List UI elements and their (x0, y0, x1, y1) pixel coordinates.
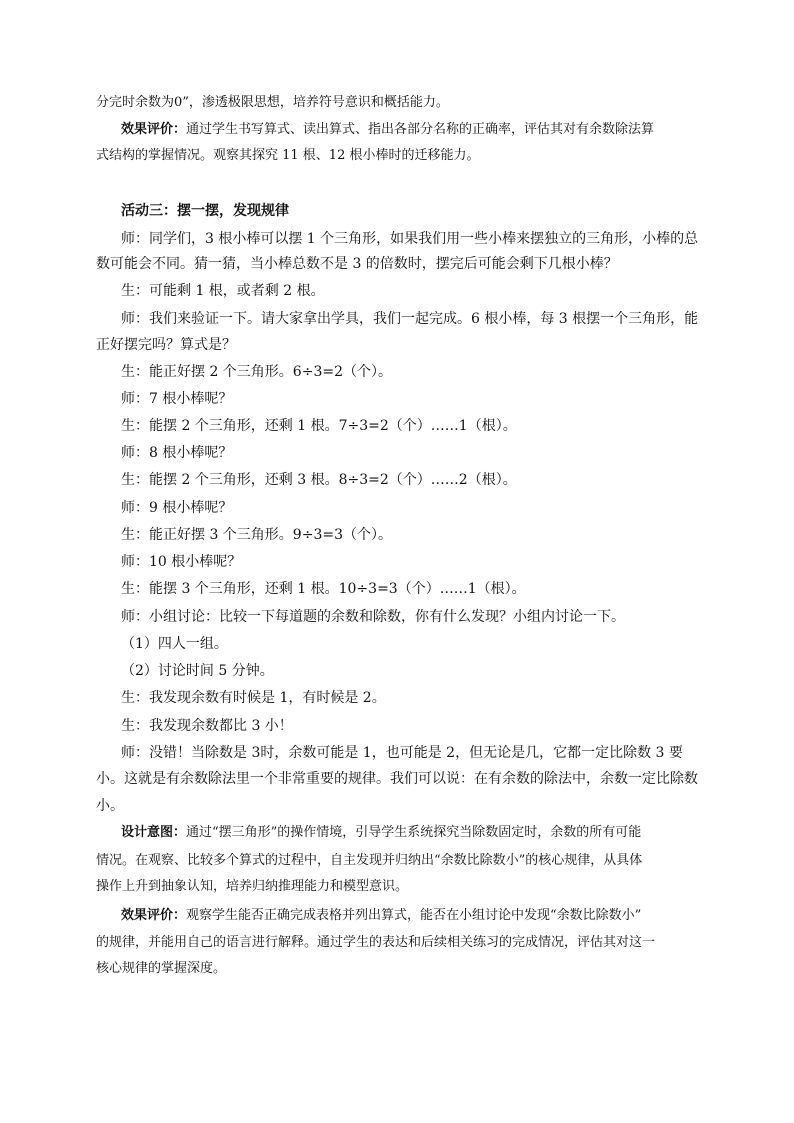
evaluation-text: 观察学生能否正确完成表格并列出算式，能否在小组讨论中发现“余数比除数小” (186, 908, 642, 923)
dialogue-line: 师：7 根小棒呢？ (121, 391, 233, 407)
dialogue-line: 师：没错！当除数是 3时，余数可能是 1，也可能是 2，但无论是几，它都一定比除数 3 要 (121, 745, 683, 761)
dialogue-line: 师：同学们，3 根小棒可以摆 1 个三角形，如果我们用一些小棒来摆独立的三角形，小棒的总 (121, 231, 699, 247)
dialogue-line: 小。 (96, 798, 124, 814)
evaluation-text-line: 式结构的掌握情况。观察其探究 11 根、12 根小棒时的迁移能力。 (96, 148, 480, 163)
evaluation-label: 效果评价： (121, 122, 187, 137)
dialogue-line: 数可能会不同。猜一猜，当小棒总数不是 3 的倍数时，摆完后可能会剩下几根小棒？ (96, 256, 618, 272)
dialogue-line: （2）讨论时间 5 分钟。 (121, 663, 274, 679)
design-text-line: 操作上升到抽象认知，培养归纳推理能力和模型意识。 (96, 879, 409, 894)
design-text-line: 情况。在观察、比较多个算式的过程中，自主发现并归纳出“余数比除数小”的核心规律，从具体 (96, 853, 643, 868)
dialogue-line: 生：能摆 3 个三角形，还剩 1 根。10÷3=3（个）……1（根）。 (121, 581, 526, 597)
evaluation-text-line: 的规律，并能用自己的语言进行解释。通过学生的表达和后续相关练习的完成情况，评估其对这一 (96, 935, 656, 950)
dialogue-line: （1）四人一组。 (121, 636, 228, 652)
activity-heading: 活动三：摆一摆，发现规律 (121, 203, 289, 219)
dialogue-line: 生：能摆 2 个三角形，还剩 1 根。7÷3=2（个）……1（根）。 (121, 418, 517, 434)
dialogue-line: 生：可能剩 1 根，或者剩 2 根。 (121, 283, 325, 299)
dialogue-line: 生：能正好摆 2 个三角形。6÷3=2（个）。 (121, 364, 392, 380)
design-text: 通过“摆三角形”的操作情境，引导学生系统探究当除数固定时，余数的所有可能 (186, 825, 642, 840)
dialogue-line: 师：小组讨论：比较一下每道题的余数和除数，你有什么发现？小组内讨论一下。 (121, 609, 625, 625)
dialogue-line: 师：8 根小棒呢？ (121, 445, 233, 461)
intro-line: 分完时余数为0”，渗透极限思想，培养符号意识和概括能力。 (96, 95, 449, 110)
evaluation-text-line: 核心规律的掌握深度。 (96, 961, 227, 976)
dialogue-line: 师：我们来验证一下。请大家拿出学具，我们一起完成。6 根小棒，每 3 根摆一个三角形，能 (121, 311, 699, 327)
design-paragraph (121, 823, 706, 843)
dialogue-line: 正好摆完吗？算式是？ (96, 337, 236, 353)
evaluation-paragraph (121, 906, 706, 926)
evaluation-paragraph (121, 120, 706, 140)
design-label: 设计意图： (121, 825, 187, 840)
dialogue-line: 生：我发现余数有时候是 1，有时候是 2。 (121, 690, 386, 706)
dialogue-line: 生：能正好摆 3 个三角形。9÷3=3（个）。 (121, 527, 392, 543)
dialogue-line: 生：能摆 2 个三角形，还剩 3 根。8÷3=2（个）……2（根）。 (121, 472, 517, 488)
dialogue-line: 师：10 根小棒呢？ (121, 554, 242, 570)
evaluation-label: 效果评价： (121, 908, 187, 923)
evaluation-text: 通过学生书写算式、读出算式、指出各部分名称的正确率，评估其对有余数除法算 (186, 122, 655, 137)
dialogue-line: 师：9 根小棒呢？ (121, 500, 233, 516)
dialogue-line: 生：我发现余数都比 3 小！ (121, 718, 293, 734)
dialogue-line: 小。这就是有余数除法里一个非常重要的规律。我们可以说：在有余数的除法中，余数一定比除数 (96, 771, 698, 787)
